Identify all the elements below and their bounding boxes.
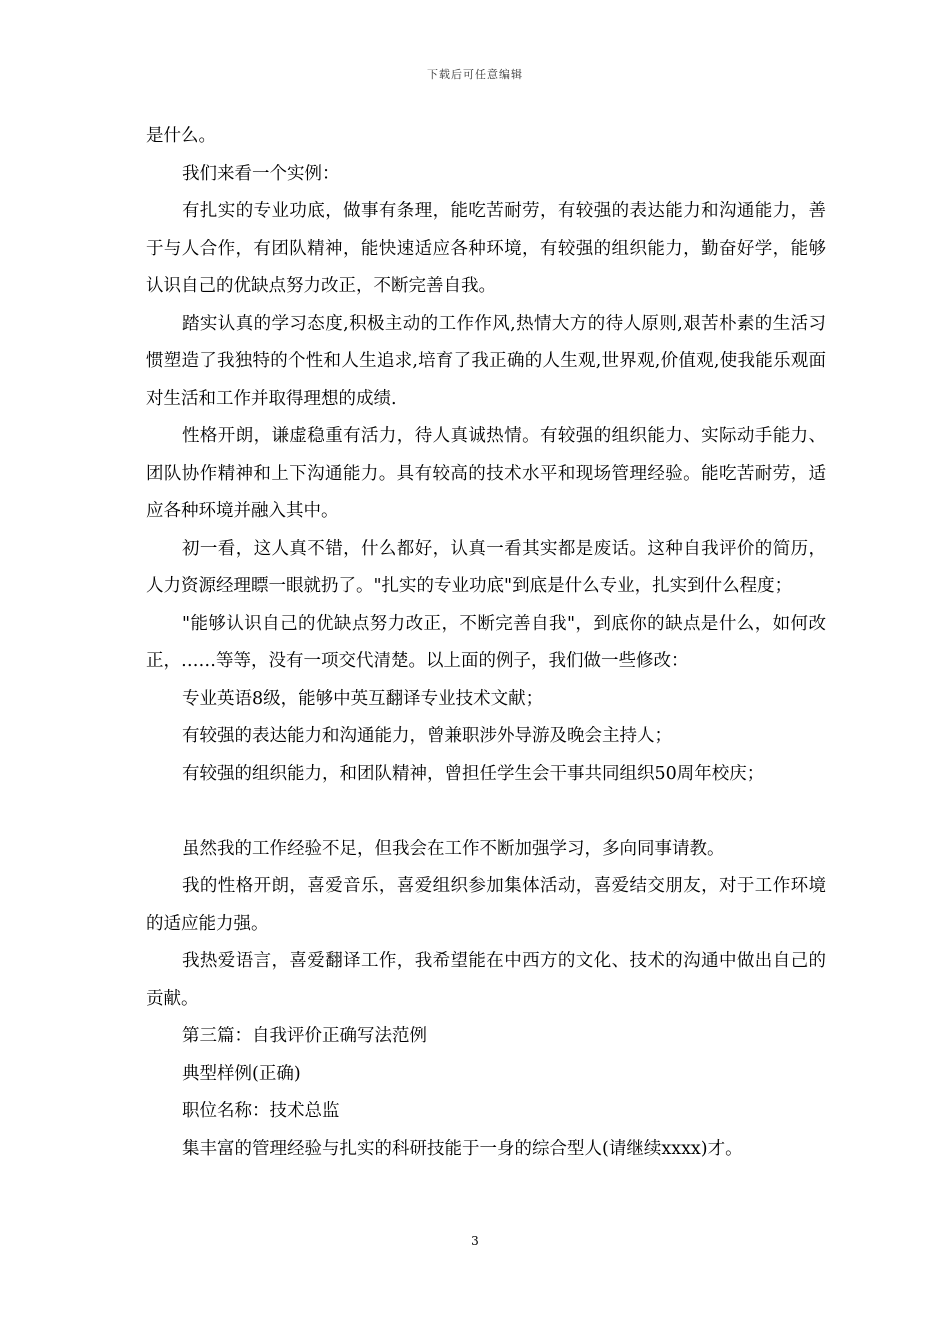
section-heading: 第三篇：自我评价正确写法范例 xyxy=(182,1026,427,1046)
paragraph-3: 有扎实的专业功底，做事有条理，能吃苦耐劳，有较强的表达能力和沟通能力，善于与人合作，有团队精神，能快速适应各种环境，有较强的组织能力，勤奋好学，能够认识自己的优缺点努力改正，不断完善自我。 xyxy=(146,201,826,296)
paragraph-4: 踏实认真的学习态度,积极主动的工作作风,热情大方的待人原则,艰苦朴素的生活习惯塑造了我独特的个性和人生追求,培育了我正确的人生观,世界观,价值观,使我能乐观面对生活和工作并取得理想的成绩. xyxy=(146,313,826,409)
paragraph-9: 有较强的表达能力和沟通能力，曾兼职涉外导游及晚会主持人； xyxy=(182,726,672,746)
paragraph-2: 我们来看一个实例： xyxy=(182,163,340,184)
paragraph-16: 职位名称：技术总监 xyxy=(182,1101,340,1121)
paragraph-6: 初一看，这人真不错，什么都好，认真一看其实都是废话。这种自我评价的简历，人力资源经理瞟一眼就扔了。"扎实的专业功底"到底是什么专业，扎实到什么程度； xyxy=(146,538,826,596)
document-body xyxy=(146,118,826,1168)
paragraph-11: 虽然我的工作经验不足，但我会在工作不断加强学习，多向同事请教。 xyxy=(182,838,725,859)
paragraph-15: 典型样例(正确) xyxy=(182,1063,301,1084)
page-number: 3 xyxy=(471,1234,479,1248)
paragraph-8: 专业英语8级，能够中英互翻译专业技术文献； xyxy=(182,688,544,709)
paragraph-12: 我的性格开朗，喜爱音乐，喜爱组织参加集体活动，喜爱结交朋友，对于工作环境的适应能力强。 xyxy=(146,876,826,934)
page-header: 下载后可任意编辑 xyxy=(427,68,523,81)
paragraph-17: 集丰富的管理经验与扎实的科研技能于一身的综合型人(请继续xxxx)才。 xyxy=(182,1138,743,1159)
paragraph-7: "能够认识自己的优缺点努力改正，不断完善自我"，到底你的缺点是什么，如何改正，……等等，没有一项交代清楚。以上面的例子，我们做一些修改： xyxy=(146,613,826,671)
blank-line xyxy=(146,793,826,831)
paragraph-1: 是什么。 xyxy=(146,126,216,146)
paragraph-13: 我热爱语言，喜爱翻译工作，我希望能在中西方的文化、技术的沟通中做出自己的贡献。 xyxy=(146,951,826,1009)
paragraph-10: 有较强的组织能力，和团队精神，曾担任学生会干事共同组织50周年校庆； xyxy=(182,763,765,784)
paragraph-5: 性格开朗，谦虚稳重有活力，待人真诚热情。有较强的组织能力、实际动手能力、团队协作精神和上下沟通能力。具有较高的技术水平和现场管理经验。能吃苦耐劳，适应各种环境并融入其中。 xyxy=(146,426,826,521)
